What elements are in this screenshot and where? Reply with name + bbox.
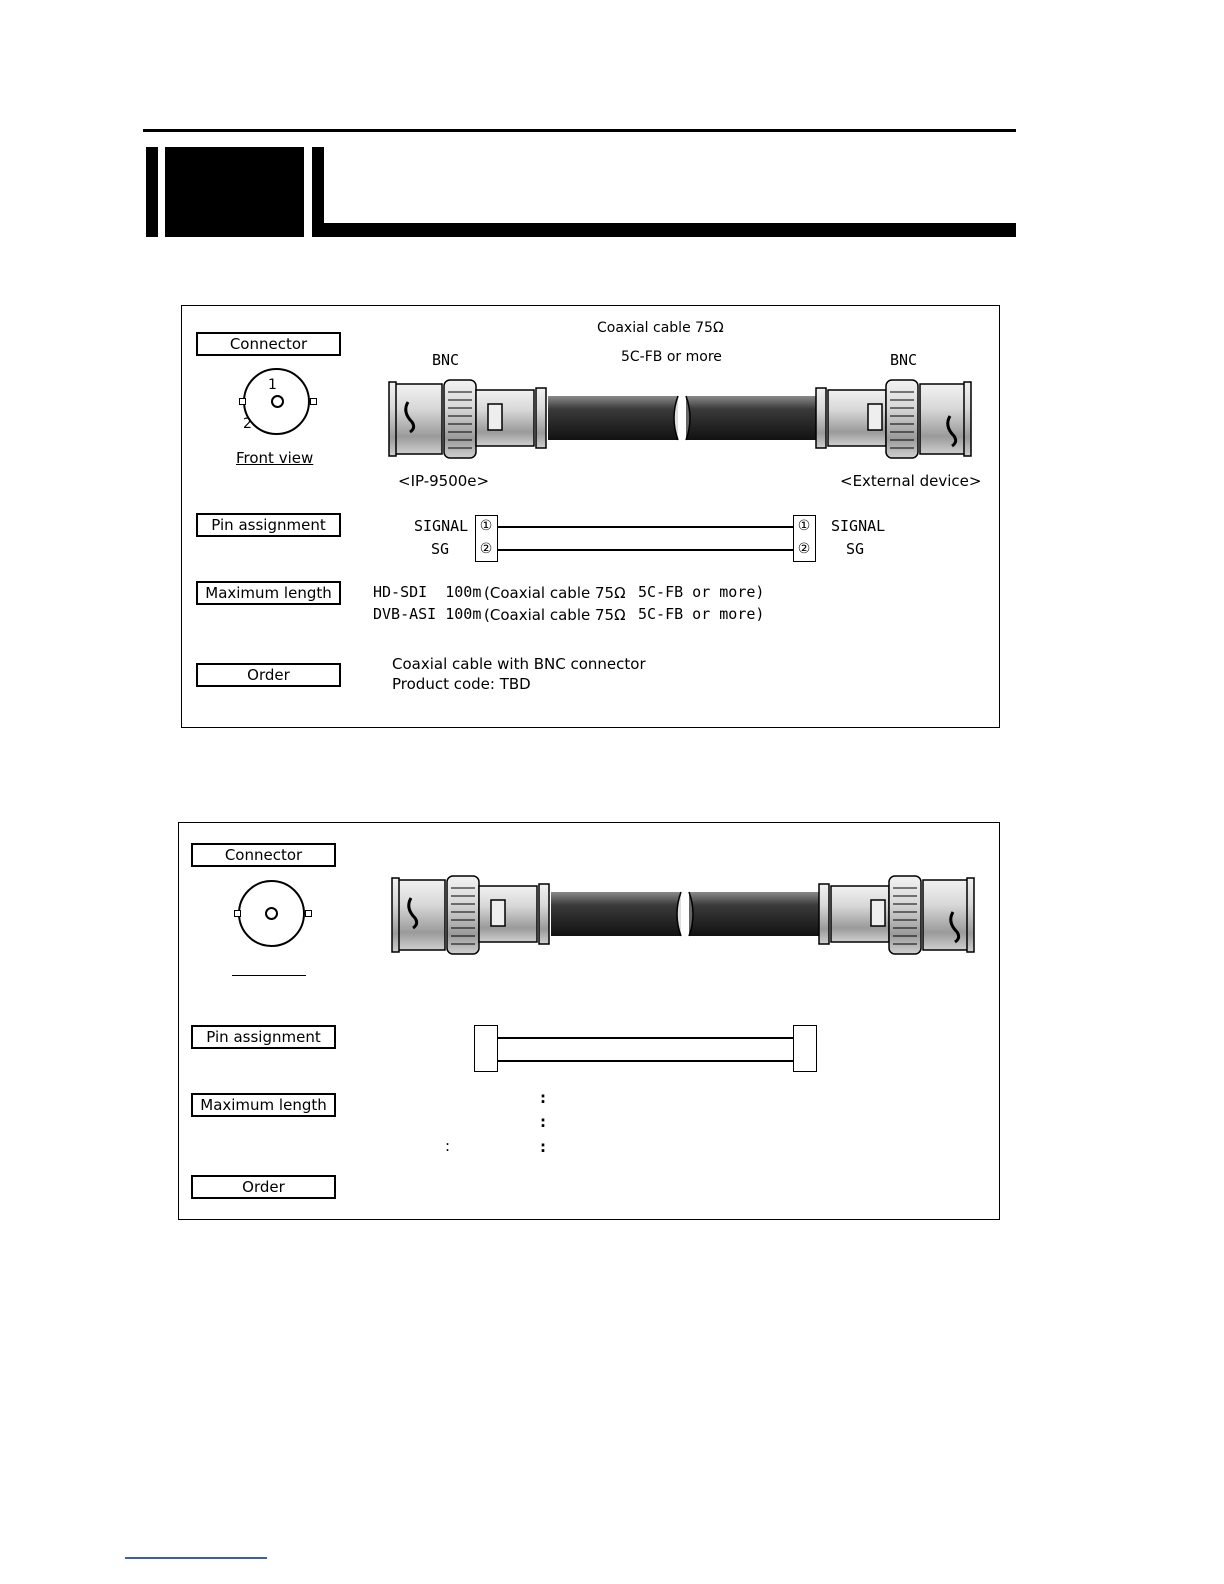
bayonet-lug-icon [310,398,317,405]
order-line-2: Product code: TBD [392,675,531,693]
bnc-cable-illustration [388,376,974,462]
cable-spec-1: Coaxial cable 75Ω [597,320,724,336]
cable-body [548,396,816,440]
bayonet-lug-icon [239,398,246,405]
center-pin-icon-2 [265,907,278,920]
connector-tag-2: Connector [191,843,336,867]
maxlen-dvbasi-cable: (Coaxial cable 75Ω [484,606,626,624]
header-baseline [312,223,1016,237]
maximum-length-tag: Maximum length [196,581,341,605]
maxlen-dvbasi-spec: 5C-FB or more) [638,605,765,623]
maxlen-hdsdi-cable: (Coaxial cable 75Ω [484,584,626,602]
right-pin-2-num: ② [797,541,811,557]
right-device-label: <External device> [840,472,982,490]
right-terminal-block-2 [793,1025,817,1072]
pin-assignment-tag: Pin assignment [196,513,341,537]
left-pin-2-name: SG [431,540,450,558]
colon-mark: : [540,1089,546,1107]
maxlen-dvbasi: DVB-ASI 100m [373,605,482,623]
right-pin-1-name: SIGNAL [831,517,886,535]
left-connector-type: BNC [432,351,460,369]
header-bar-left [146,147,158,237]
colon-mark: : [540,1113,546,1131]
order-tag-2: Order [191,1175,336,1199]
colon-mark: : [540,1138,546,1156]
cable-spec-2: 5C-FB or more [621,349,722,365]
colon-mark: : [445,1137,451,1155]
order-line-1: Coaxial cable with BNC connector [392,655,646,673]
bayonet-lug-icon-2 [234,910,241,917]
center-pin-icon [271,395,284,408]
bayonet-lug-icon-2 [305,910,312,917]
right-pin-1-num: ① [797,518,811,534]
left-pin-2-num: ② [479,541,493,557]
footer-link-rule [125,1557,267,1559]
pin-label-2: 2 [243,416,252,432]
maxlen-hdsdi-spec: 5C-FB or more) [638,583,765,601]
left-pin-1-name: SIGNAL [414,517,469,535]
connector-tag: Connector [196,332,341,356]
maximum-length-tag-2: Maximum length [191,1093,336,1117]
header-rule [143,129,1016,132]
order-tag: Order [196,663,341,687]
pin-assignment-tag-2: Pin assignment [191,1025,336,1049]
left-device-label: <IP-9500e> [398,472,490,490]
right-bnc-plug [816,380,971,458]
right-connector-type: BNC [890,351,918,369]
ground-wire-2 [498,1060,793,1062]
pin-label-1: 1 [268,377,277,393]
left-pin-1-num: ① [479,518,493,534]
signal-wire [498,526,793,528]
right-pin-2-name: SG [846,540,865,558]
signal-wire-2 [498,1037,793,1039]
view-label-underline [232,975,306,976]
left-terminal-block-2 [474,1025,498,1072]
ground-wire [498,549,793,551]
bnc-cable-illustration-2 [391,872,977,958]
left-bnc-plug [389,380,546,458]
front-view-label: Front view [236,449,314,467]
maxlen-hdsdi: HD-SDI 100m [373,583,482,601]
header-block [165,147,304,237]
